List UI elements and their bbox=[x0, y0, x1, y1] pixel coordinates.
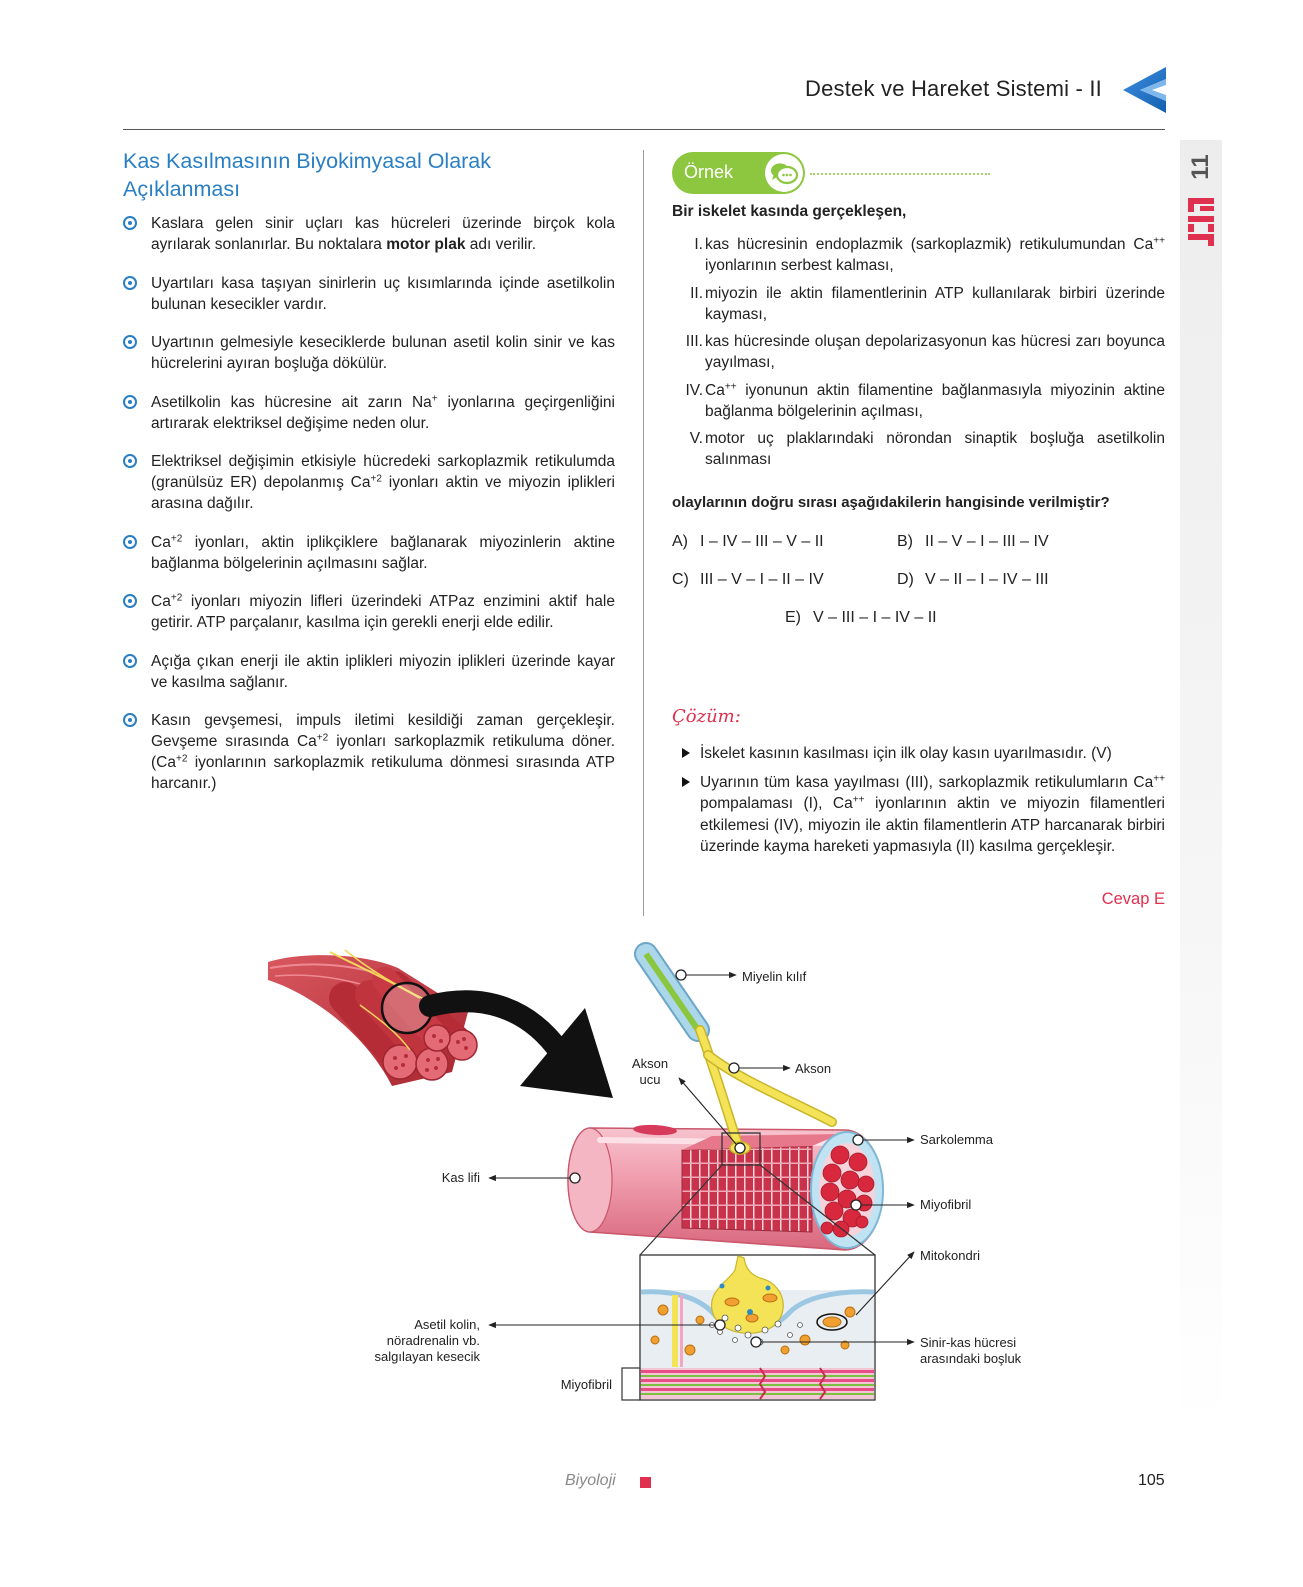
label-vesicle: Asetil kolin, nöradrenalin vb. salgılayan kesecik bbox=[374, 1317, 480, 1364]
item-text bbox=[705, 333, 1165, 371]
header-rule bbox=[123, 129, 1165, 130]
example-badge-label: Örnek bbox=[684, 162, 734, 182]
label-axon-tip: Akson ucu bbox=[631, 1056, 669, 1087]
item-text bbox=[151, 453, 615, 512]
target-bullet-icon bbox=[123, 335, 137, 349]
text-segment: iyonlarının sarkoplazmik retikuluma dönmesi sırasında ATP harcanır.) bbox=[151, 754, 615, 792]
target-bullet-icon bbox=[123, 594, 137, 608]
solution-item bbox=[680, 772, 1165, 858]
superscript: ++ bbox=[852, 794, 865, 806]
synapse-zoom bbox=[640, 1255, 875, 1400]
option-value: II – V – I – III – IV bbox=[925, 533, 1049, 550]
roman-numeral: IV. bbox=[685, 381, 703, 399]
roman-numeral: II. bbox=[690, 284, 703, 302]
chapter-title: Destek ve Hareket Sistemi - II bbox=[805, 76, 1102, 101]
solution-item bbox=[680, 743, 1165, 765]
list-item bbox=[123, 651, 615, 693]
superscript: +2 bbox=[370, 473, 382, 485]
event-item bbox=[672, 428, 1165, 470]
superscript: ++ bbox=[1153, 772, 1165, 784]
label-mitochondria: Mitokondri bbox=[920, 1248, 980, 1263]
question-lead: Bir iskelet kasında gerçekleşen, bbox=[672, 203, 907, 220]
option-letter: C) bbox=[672, 571, 689, 588]
text-segment: Asetilkolin kas hücresine ait zarın Na bbox=[151, 393, 432, 411]
item-text bbox=[705, 236, 1165, 274]
answer-option-b[interactable] bbox=[897, 533, 1049, 551]
item-text bbox=[705, 285, 1165, 323]
option-value: III – V – I – II – IV bbox=[700, 571, 824, 588]
text-segment: Uyarının tüm kasa yayılması (III), sarkoplazmik retikulumların Ca bbox=[700, 773, 1154, 791]
text-segment: iyonunun aktin filamentine bağlanmasıyla miyozinin aktine bağlanma bölgelerinin açılması, bbox=[705, 381, 1165, 420]
text-segment: iyonlarının serbest kalması, bbox=[705, 257, 894, 274]
event-item bbox=[672, 331, 1165, 373]
roman-numeral: I. bbox=[694, 236, 703, 253]
muscle-fiber bbox=[568, 1124, 883, 1250]
target-bullet-icon bbox=[123, 654, 137, 668]
item-text bbox=[151, 275, 615, 313]
text-segment: Kasın gevşemesi, impuls iletimi kesildiği zaman gerçekleşir. Gevşeme sırasında Ca bbox=[151, 712, 615, 750]
myofibril-bracket bbox=[622, 1368, 640, 1400]
list-item bbox=[123, 273, 615, 315]
item-text bbox=[151, 394, 615, 432]
label-sarcolemma: Sarkolemma bbox=[920, 1132, 993, 1147]
label-muscle-fiber: Kas lifi bbox=[441, 1170, 480, 1185]
event-item bbox=[672, 380, 1165, 422]
left-column bbox=[123, 147, 615, 812]
event-list bbox=[672, 234, 1165, 477]
target-bullet-icon bbox=[123, 535, 137, 549]
text-segment: iyonları aktin ve miyozin iplikleri arasına dağılır. bbox=[151, 474, 615, 512]
answer-option-a[interactable] bbox=[672, 533, 824, 551]
answer-option-e[interactable] bbox=[785, 609, 937, 627]
target-bullet-icon bbox=[123, 713, 137, 727]
chevron-left-icon bbox=[1123, 67, 1167, 113]
text-segment: Ca bbox=[151, 593, 171, 610]
target-bullet-icon bbox=[123, 216, 137, 230]
answer-text: Cevap E bbox=[1101, 890, 1165, 908]
chat-bubbles-icon bbox=[765, 154, 803, 192]
item-text bbox=[151, 712, 615, 792]
text-segment: iyonları miyozin lifleri üzerindeki ATPaz enzimini aktif hale getirir. ATP parçalanır, kasılma için gerekli enerji elde edilir. bbox=[151, 593, 615, 631]
text-segment: Açığa çıkan enerji ile aktin iplikleri miyozin iplikleri üzerinde kayar ve kasılma sağlanır. bbox=[151, 652, 615, 691]
roman-numeral: III. bbox=[685, 333, 703, 350]
solution-title: Çözüm: bbox=[672, 706, 741, 727]
superscript: ++ bbox=[724, 380, 737, 392]
option-value: I – IV – III – V – II bbox=[700, 533, 824, 550]
text-segment: iyonlarına geçirgenliğini artırarak elektriksel değişime neden olur. bbox=[151, 393, 615, 432]
footer-subject: Biyoloji bbox=[565, 1472, 616, 1489]
list-item bbox=[123, 591, 615, 633]
muscle-bundle bbox=[268, 950, 477, 1086]
question-stem: olaylarının doğru sırası aşağıdakilerin hangisinde verilmiştir? bbox=[672, 494, 1110, 511]
item-text bbox=[700, 774, 1165, 856]
list-item bbox=[123, 213, 615, 255]
text-segment: iyonlarının aktin ve miyozin filamentleri etkilemesi (IV), miyozin ile aktin filamentlerin ATP harcanarak birbiri üzerinde kayma hareketi yapmasıyla (II) kasılma gerçekleşir. bbox=[700, 795, 1165, 855]
answer-option-d[interactable] bbox=[897, 571, 1049, 589]
play-triangle-icon bbox=[682, 748, 690, 758]
superscript: +2 bbox=[170, 532, 183, 544]
text-segment: pompalaması (I), Ca bbox=[700, 795, 853, 812]
option-value: V – III – I – IV – II bbox=[813, 609, 937, 626]
superscript: + bbox=[431, 392, 438, 404]
text-segment: Kaslara gelen sinir uçları kas hücreleri üzerinde birçok kola ayrılarak sonlanırlar. Bu noktalara bbox=[151, 215, 615, 253]
text-segment: iyonları, aktin iplikçiklere bağlanarak miyozinlerin aktine bağlanma bölgelerinin açılmasını sağlar. bbox=[151, 533, 615, 572]
text-segment: motor uç plaklarındaki nörondan sinaptik boşluğa asetilkolin salınması bbox=[705, 430, 1165, 468]
item-text bbox=[705, 430, 1165, 468]
label-axon: Akson bbox=[795, 1061, 832, 1076]
superscript: +2 bbox=[175, 753, 188, 765]
text-segment: kas hücresinin endoplazmik (sarkoplazmik) retikulumundan Ca bbox=[705, 236, 1154, 253]
list-item bbox=[123, 332, 615, 374]
footer-square-icon bbox=[640, 1477, 651, 1488]
dotted-rule bbox=[810, 173, 990, 175]
label-myelin: Miyelin kılıf bbox=[742, 969, 807, 984]
item-text bbox=[151, 534, 615, 572]
list-item bbox=[123, 451, 615, 514]
target-bullet-icon bbox=[123, 454, 137, 468]
example-badge bbox=[672, 152, 805, 194]
list-item bbox=[123, 532, 615, 574]
publisher-logo bbox=[1186, 196, 1216, 248]
answer-option-c[interactable] bbox=[672, 571, 824, 589]
text-segment: kas hücresinde oluşan depolarizasyonun kas hücresi zarı boyunca yayılması, bbox=[705, 333, 1165, 371]
muscle-diagram bbox=[0, 940, 1303, 1420]
item-text bbox=[705, 382, 1165, 420]
list-item bbox=[123, 710, 615, 794]
play-triangle-icon bbox=[682, 777, 690, 787]
text-segment: Ca bbox=[151, 533, 171, 551]
option-letter: A) bbox=[672, 533, 688, 550]
text-segment: adı verilir. bbox=[465, 236, 537, 253]
solution-list bbox=[680, 743, 1165, 865]
item-text bbox=[151, 653, 615, 691]
target-bullet-icon bbox=[123, 276, 137, 290]
option-letter: B) bbox=[897, 533, 913, 550]
option-value: V – II – I – IV – III bbox=[925, 571, 1049, 588]
superscript: +2 bbox=[170, 592, 183, 604]
grade-number: 11 bbox=[1187, 154, 1214, 180]
bold-term: motor plak bbox=[386, 236, 466, 253]
label-myofibril: Miyofibril bbox=[920, 1197, 972, 1212]
label-myofibril-zoom: Miyofibril bbox=[560, 1377, 612, 1392]
text-segment: iyonları sarkoplazmik retikuluma döner. (Ca bbox=[151, 733, 616, 771]
roman-numeral: V. bbox=[689, 430, 703, 447]
event-item bbox=[672, 234, 1165, 276]
option-letter: E) bbox=[785, 609, 801, 626]
page-number: 105 bbox=[1138, 1472, 1165, 1489]
column-divider bbox=[643, 150, 644, 916]
superscript: ++ bbox=[1153, 235, 1165, 247]
target-bullet-icon bbox=[123, 395, 137, 409]
label-cleft: Sinir-kas hücresi arasındaki boşluk bbox=[920, 1335, 1022, 1366]
item-text bbox=[151, 593, 615, 631]
option-letter: D) bbox=[897, 571, 914, 588]
superscript: +2 bbox=[316, 732, 329, 744]
section-heading: Kas Kasılmasının Biyokimyasal Olarak Açıklanması bbox=[123, 149, 492, 201]
item-text bbox=[700, 745, 1112, 762]
item-text bbox=[151, 215, 615, 253]
text-segment: Uyartının gelmesiyle keseciklerde bulunan asetil kolin sinir ve kas hücrelerini ayıran boşluğa dökülür. bbox=[151, 334, 615, 372]
text-segment: İskelet kasının kasılması için ilk olay kasın uyarılmasıdır. (V) bbox=[700, 745, 1112, 762]
text-segment: Uyartıları kasa taşıyan sinirlerin uç kısımlarında içinde asetilkolin bulunan kesecikler vardır. bbox=[151, 274, 615, 313]
text-segment: Ca bbox=[705, 381, 725, 399]
bullet-list bbox=[123, 213, 615, 794]
text-segment: miyozin ile aktin filamentlerinin ATP kullanılarak birbiri üzerinde kayması, bbox=[705, 284, 1165, 323]
list-item bbox=[123, 392, 615, 434]
event-item bbox=[672, 283, 1165, 325]
item-text bbox=[151, 334, 615, 372]
text-segment: Elektriksel değişimin etkisiyle hücredeki sarkoplazmik retikulumda (granülsüz ER) depolanmış Ca bbox=[151, 453, 615, 491]
